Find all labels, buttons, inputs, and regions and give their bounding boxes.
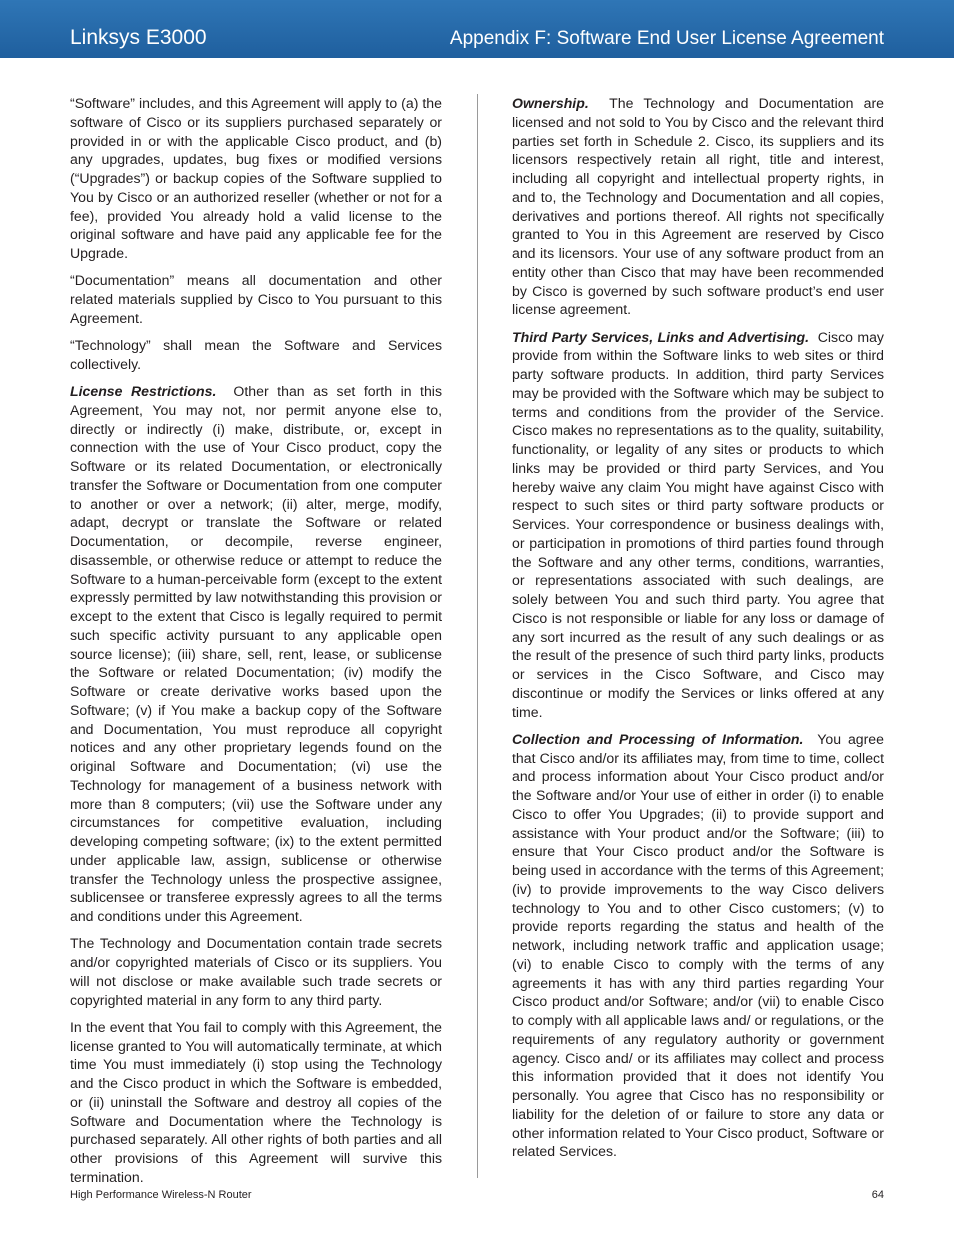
software-definition-paragraph: “Software” includes, and this Agreement will apply to (a) the software of Cisco or its suppliers purchased separately or provided in or with the applicable Cisco product, and (b) any upgrades, updates, bug fixes or modified versions (“Upgrades”) or backup copies of the Software supplied to You by Cisco or an authorized reseller (whether or not for a fee), provided You already hold a valid license to the original software and have paid any applicable fee for the Upgrade. (70, 95, 442, 261)
third-party-services-paragraph (512, 328, 884, 722)
product-name: Linksys E3000 (70, 26, 207, 49)
license-restrictions-body: Other than as set forth in this Agreement, You may not, nor permit anyone else to, directly or indirectly (i) make, distribute, or, except in connection with the use of Your Cisco product, copy the Software or its related Documentation, or electronically transfer the Software or Documentation from one computer to another or over a network; (ii) alter, merge, modify, adapt, decrypt or translate the Software or related Documentation, or decompile, reverse engineer, disassemble, or otherwise reduce or attempt to reduce the Software to a human-perceivable form (except to the extent expressly permitted by law notwithstanding this provision or except to the extent that Cisco is legally required to permit such specific activity pursuant to any applicable open source license); (iii) share, sell, rent, lease, or sublicense the Software or related Documentation; (iv) modify the Software or create derivative works based upon the Software; (v) if You make a backup copy of the Software and Documentation, You must reproduce all copyright notices and any other proprietary legends found on the original Software and Documentation; (vi) use the Technology for management of a business network with more than 8 computers; (vii) use the Software under any circumstances for competitive evaluation, including developing competing software; (ix) to the extent permitted under applicable law, assign, sublicense or otherwise transfer the Technology unless the prospective assignee, sublicensee or transferee expressly agrees to all the terms and conditions under this Agreement. (70, 383, 442, 924)
third-party-services-heading: Third Party Services, Links and Advertising. (512, 328, 810, 345)
license-restrictions-paragraph (70, 382, 442, 926)
ownership-body: The Technology and Documentation are licensed and not sold to You by Cisco and the relevant third parties set forth in Schedule 2. Cisco, its suppliers and its licensors respectively retain all right, title and interest, including all copyright and intellectual property rights, in and to, the Technology and Documentation and all copies, derivatives and portions thereof. All rights not specifically granted to You in this Agreement are reserved by Cisco and its licensors. Your use of any software product from an entity other than Cisco that may have been recommended by Cisco is governed by such software product’s end user license agreement. (512, 95, 884, 318)
license-restrictions-heading: License Restrictions. (70, 383, 217, 399)
information-collection-heading: Collection and Processing of Information. (512, 730, 804, 747)
ownership-paragraph (512, 94, 884, 319)
termination-paragraph: In the event that You fail to comply with this Agreement, the license granted to You will automatically terminate, at which time You must immediately (i) stop using the Technology and the Cisco product in which the Software is embedded, or (ii) uninstall the Software and destroy all copies of the Software and Documentation where the Technology is purchased separately. All other rights of both parties and all other provisions of this Agreement will survive this termination. (70, 1018, 442, 1185)
technology-definition-paragraph: “Technology” shall mean the Software and Services collectively. (70, 337, 442, 372)
third-party-services-body: Cisco may provide from within the Software links to web sites or third party software products. In addition, third party Services may be provided with the Software which may be subject to terms and conditions from the provider of the Service. Cisco makes no representations as to the quality, suitability, functionality, or legality of any sites or products to which links may be provided or third party Services, and You hereby waive any claim You might have against Cisco with respect to such sites or third party software products or Services. Your correspondence or business dealings with, or participation in promotions of third parties found through the Software and any other terms, conditions, warranties, or representations associated with such dealings, are solely between You and such third party. You agree that Cisco is not responsible or liable for any loss or damage of any sort incurred as the result of any such dealings or as the result of the presence of such third party links, products or services in the Cisco Software, and Cisco may discontinue or modify the Services or links offered at any time. (512, 328, 884, 720)
section-title: Appendix F: Software End User License Agreement (449, 28, 884, 49)
footer-product-line: High Performance Wireless-N Router (70, 1189, 252, 1201)
page-header (0, 0, 954, 58)
information-collection-paragraph (512, 730, 884, 1161)
trade-secrets-paragraph: The Technology and Documentation contain trade secrets and/or copyrighted materials of Cisco or its suppliers. You will not disclose or make available such trade secrets or copyrighted material in any form to any third party. (70, 935, 442, 1008)
column-divider (477, 94, 478, 1178)
information-collection-body: You agree that Cisco and/or its affiliates may, from time to time, collect and process information about Your Cisco product and/or the Software and/or Your use of either in order (i) to enable Cisco to offer You Upgrades; (ii) to provide support and assistance with Your product and/or the Software; (iii) to ensure that Your Cisco product and/or the Software is being used in accordance with the terms of this Agreement; (iv) to provide improvements to the way Cisco delivers technology to You and to other Cisco customers; (v) to provide reports regarding the status and health of the network, including network traffic and application usage; (vi) to enable Cisco to comply with the terms of any agreements it has with any third parties regarding Your Cisco product and/or Software; and/or (vii) to enable Cisco to comply with all applicable laws and/ or regulations, or the requirements of any regulatory authority or government agency. Cisco and/ or its affiliates may collect and process this information provided that it does not identify You personally. You agree that Cisco has no responsibility or liability for the deletion of or failure to store any data or other information related to Your Cisco product, Software or related Services. (512, 730, 884, 1160)
page-number: 64 (871, 1189, 884, 1201)
ownership-heading: Ownership. (512, 95, 589, 111)
documentation-definition-paragraph: “Documentation” means all documentation and other related materials supplied by Cisco to You pursuant to this Agreement. (70, 272, 442, 326)
left-column (70, 94, 442, 1195)
right-column (512, 94, 884, 1170)
